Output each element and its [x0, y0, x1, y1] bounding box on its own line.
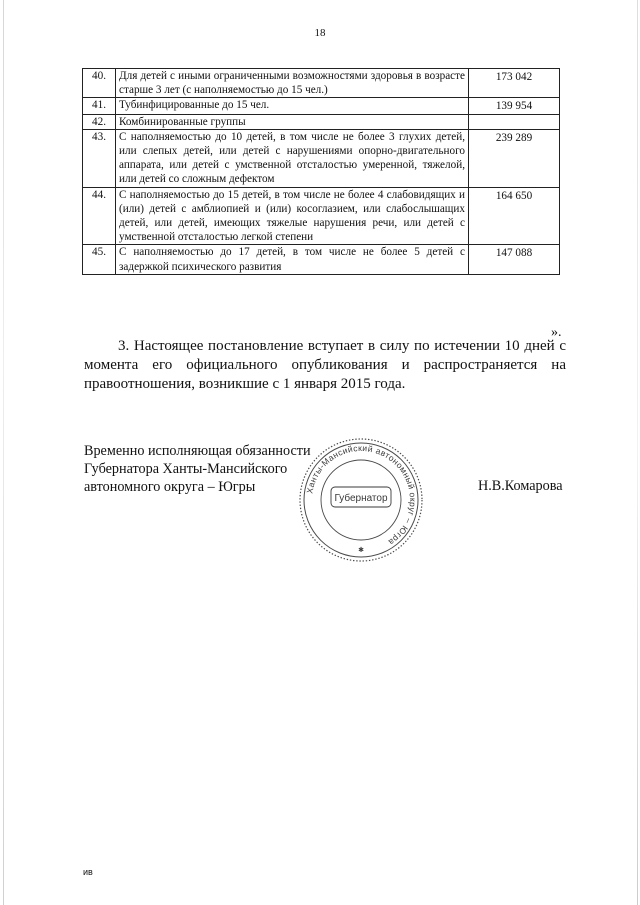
signature-block: [84, 442, 311, 496]
norms-table: [82, 68, 560, 275]
row-value: [469, 114, 560, 129]
row-value: 173 042: [469, 69, 560, 98]
signature-title-line: автономного округа – Югры: [84, 479, 256, 495]
page-number: 18: [314, 27, 326, 39]
table-row: [83, 114, 560, 129]
footer-initials: ив: [83, 867, 93, 877]
table-row: [83, 69, 560, 98]
closing-quote: ».: [551, 325, 562, 340]
row-number: 41.: [83, 98, 116, 114]
row-value: 164 650: [469, 187, 560, 245]
scan-edge-left: [3, 0, 4, 905]
seal-star-icon: ✱: [358, 546, 364, 554]
row-description: С наполняемостью до 17 детей, в том числе не более 5 детей с задержкой психического развития: [116, 245, 469, 274]
row-description: Тубинфицированные до 15 чел.: [116, 98, 469, 114]
table-row: [83, 245, 560, 274]
row-value: 239 289: [469, 129, 560, 187]
row-number: 43.: [83, 129, 116, 187]
row-description: Комбинированные группы: [116, 114, 469, 129]
governor-seal: [296, 435, 426, 565]
signature-title-line: Временно исполняющая обязанности: [84, 443, 311, 459]
row-value: 139 954: [469, 98, 560, 114]
signer-name: Н.В.Комарова: [478, 478, 563, 494]
row-number: 44.: [83, 187, 116, 245]
table-row: [83, 98, 560, 114]
row-description: С наполняемостью до 15 детей, в том числе не более 4 слабовидящих и (или) детей с амблиопией и (или) косоглазием, или слабослышащих детей, или детей, имеющих тяжелые нарушения речи, или детей с умственной отсталостью легкой степени: [116, 187, 469, 245]
table-row: [83, 129, 560, 187]
row-value: 147 088: [469, 245, 560, 274]
seal-center-text: Губернатор: [334, 493, 388, 504]
row-number: 42.: [83, 114, 116, 129]
effective-date-paragraph: 3. Настоящее постановление вступает в силу по истечении 10 дней с момента его официального опубликования и распространяется на правоотношения, возникшие с 1 января 2015 года.: [84, 338, 566, 392]
row-number: 40.: [83, 69, 116, 98]
seal-ring-text: Ханты-Мансийский автономный округ – Югра: [304, 442, 419, 548]
row-description: Для детей с иными ограниченными возможностями здоровья в возрасте старше 3 лет (с наполняемостью до 15 чел.): [116, 69, 469, 98]
scan-edge-right: [637, 0, 638, 905]
signature-title-line: Губернатора Ханты-Мансийского: [84, 461, 288, 477]
row-description: С наполняемостью до 10 детей, в том числе не более 3 глухих детей, или слепых детей, или детей с нарушениями опорно-двигательного аппарата, или детей с умственной отсталостью умеренной, тяжелой, или детей со сложным дефектом: [116, 129, 469, 187]
table-row: [83, 187, 560, 245]
row-number: 45.: [83, 245, 116, 274]
